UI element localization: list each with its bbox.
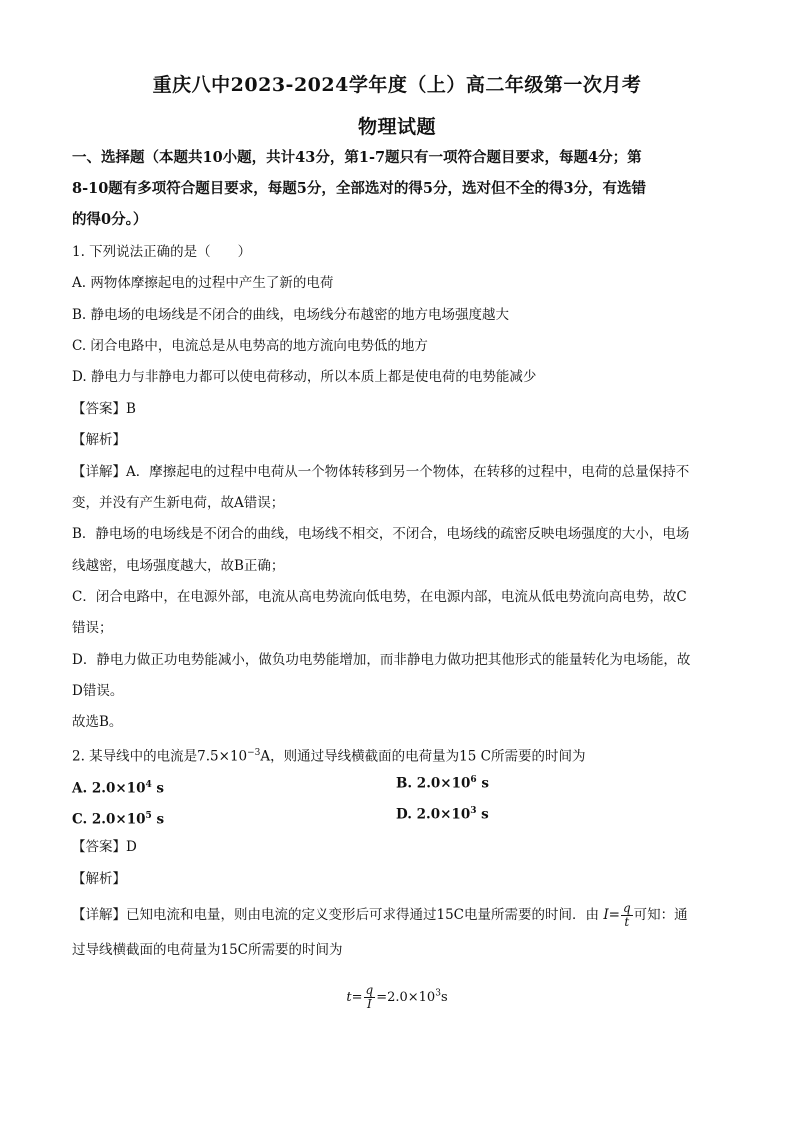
q1-analysis-label: 【解析】 [72, 432, 126, 448]
q1-option-c: C. 闭合电路中，电流总是从电势高的地方流向电势低的地方 [72, 338, 428, 354]
q1-detail-line6: 错误； [72, 620, 113, 636]
q2-option-c: C. $2.0\times 10^5$ s [72, 811, 165, 828]
q1-stem: 1. 下列说法正确的是（ ） [72, 244, 252, 260]
q1-option-d: D. 静电力与非静电力都可以使电荷移动，所以本质上都是使电荷的电势能减少 [72, 369, 537, 385]
section-instructions-line2: 8-10题有多项符合题目要求，每题5分，全部选对的得5分，选对但不全的得3分，有选错 [72, 180, 647, 197]
q2-detail-line2: 过导线横截面的电荷量为15C所需要的时间为 [72, 942, 343, 958]
q2-analysis-label: 【解析】 [72, 871, 126, 887]
q2-answer: 【答案】D [72, 839, 137, 855]
q2-option-b: B. $2.0\times 10^6$ s [396, 775, 489, 792]
q1-detail-line2: 变，并没有产生新电荷，故A错误； [72, 495, 285, 511]
q1-detail-line8: D错误。 [72, 683, 124, 699]
q2-option-d: D. $2.0\times 10^3$ s [396, 806, 489, 823]
q2-formula: t= $\frac{q}{I}$ $=2.0\times 10^3s$ [346, 983, 448, 1011]
q2-stem: 2. 某导线中的电流是$7.5\times 10^{-3}A$，则通过导线横截面的电荷量为15 C所需要的时间为 [72, 748, 586, 765]
q1-conclusion: 故选B。 [72, 714, 123, 730]
q2-detail-line1: 【详解】已知电流和电量，则由电流的定义变形后可求得通过15C电量所需要的时间．由 I= $\frac{q}{t}$ 可知：通 [72, 901, 688, 929]
fraction-q-over-i: $\frac{q}{I}$ [365, 983, 374, 1011]
q1-detail-line5: C．闭合电路中，在电源外部，电流从高电势流向低电势，在电源内部，电流从低电势流向高电势，故C [72, 589, 687, 605]
fraction-q-over-t: $\frac{q}{t}$ [622, 901, 631, 929]
exam-subtitle: 物理试题 [357, 116, 436, 138]
q1-detail-line4: 线越密，电场强度越大，故B正确； [72, 558, 285, 574]
q2-option-a: A. $2.0\times 10^4$ s [72, 780, 165, 797]
exam-title: 重庆八中2023-2024学年度（上）高二年级第一次月考 [152, 74, 642, 96]
q1-detail-line7: D．静电力做正功电势能减小，做负功电势能增加，而非静电力做功把其他形式的能量转化为电场能，故 [72, 652, 691, 668]
q1-answer: 【答案】B [72, 401, 136, 417]
q1-option-b: B. 静电场的电场线是不闭合的曲线，电场线分布越密的地方电场强度越大 [72, 307, 510, 323]
section-instructions-line3: 的得0分。） [72, 211, 148, 228]
q1-option-a: A. 两物体摩擦起电的过程中产生了新的电荷 [72, 275, 334, 291]
section-instructions-line1: 一、选择题（本题共10小题，共计43分，第1-7题只有一项符合题目要求，每题4分；第 [72, 149, 642, 166]
q1-detail-line3: B．静电场的电场线是不闭合的曲线，电场线不相交，不闭合，电场线的疏密反映电场强度的大小，电场 [72, 526, 690, 542]
q1-detail-line1: 【详解】A．摩擦起电的过程中电荷从一个物体转移到另一个物体，在转移的过程中，电荷的总量保持不 [72, 464, 690, 480]
